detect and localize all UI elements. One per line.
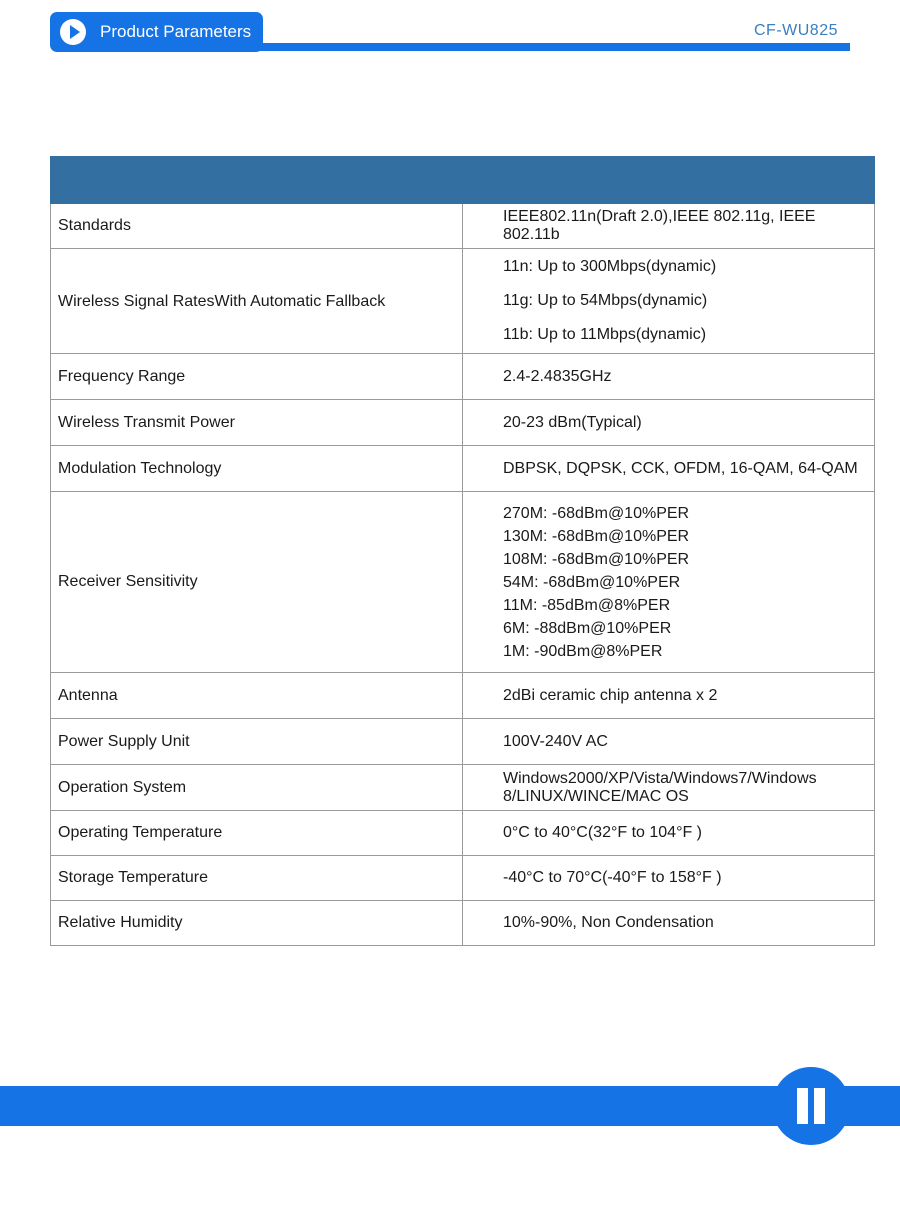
param-value bbox=[463, 446, 875, 492]
play-icon bbox=[60, 19, 86, 45]
param-value-text: -40°C to 70°C(-40°F to 158°F ) bbox=[503, 869, 722, 886]
table-row bbox=[51, 673, 875, 719]
param-label-text: Storage Temperature bbox=[58, 869, 209, 886]
model-number: CF-WU825 bbox=[753, 22, 838, 39]
param-label bbox=[51, 673, 463, 719]
param-label bbox=[51, 446, 463, 492]
param-label-text: Standards bbox=[58, 217, 131, 234]
param-label bbox=[51, 249, 463, 354]
param-value-text: 11b: Up to 11Mbps(dynamic) bbox=[503, 326, 707, 343]
param-label-text: Wireless Transmit Power bbox=[58, 413, 235, 431]
param-label bbox=[51, 400, 463, 446]
param-value-text: 54M: -68dBm@10%PER bbox=[503, 573, 681, 591]
param-value-text: 11M: -85dBm@8%PER bbox=[503, 596, 671, 614]
param-value-text: 10%-90%, Non Condensation bbox=[503, 914, 714, 931]
param-value-text: 0°C to 40°C(32°F to 104°F ) bbox=[503, 824, 703, 841]
table-row bbox=[51, 400, 875, 446]
param-value-text: 2dBi ceramic chip antenna x 2 bbox=[503, 686, 718, 704]
table-row bbox=[51, 354, 875, 400]
param-label bbox=[51, 901, 463, 946]
param-value-text: DBPSK, DQPSK, CCK, OFDM, 16-QAM, 64-QAM bbox=[503, 459, 858, 477]
param-value-text: Windows2000/XP/Vista/Windows7/Windows 8/LINUX/WINCE/MAC OS bbox=[503, 769, 817, 805]
param-value-text: 270M: -68dBm@10%PER bbox=[503, 504, 690, 522]
table-row bbox=[51, 492, 875, 673]
section-tab bbox=[50, 12, 263, 52]
header-rule bbox=[248, 43, 850, 51]
table-row bbox=[51, 811, 875, 856]
param-value bbox=[463, 400, 875, 446]
table-row bbox=[51, 249, 875, 354]
table-header-cell bbox=[51, 157, 875, 204]
param-label-text: Modulation Technology bbox=[58, 459, 222, 477]
param-value bbox=[463, 673, 875, 719]
param-label bbox=[51, 492, 463, 673]
param-label-text: Relative Humidity bbox=[58, 914, 183, 931]
section-title: Product Parameters bbox=[100, 22, 252, 41]
param-value-text: 130M: -68dBm@10%PER bbox=[503, 527, 690, 545]
param-value-text: 100V-240V AC bbox=[503, 732, 608, 750]
table-header-row bbox=[51, 157, 875, 204]
param-label bbox=[51, 811, 463, 856]
pause-icon bbox=[772, 1067, 850, 1145]
param-value-text: 20-23 dBm(Typical) bbox=[503, 413, 642, 431]
table-row bbox=[51, 856, 875, 901]
param-value-text: IEEE802.11n(Draft 2.0),IEEE 802.11g, IEEE 802.11b bbox=[503, 208, 816, 243]
param-value bbox=[463, 354, 875, 400]
table-row bbox=[51, 765, 875, 811]
param-label-text: Receiver Sensitivity bbox=[58, 573, 198, 590]
param-value-text: 108M: -68dBm@10%PER bbox=[503, 550, 690, 568]
param-value-text: 11g: Up to 54Mbps(dynamic) bbox=[503, 292, 708, 309]
param-label-text: Operating Temperature bbox=[58, 824, 223, 841]
param-label-text: Antenna bbox=[58, 686, 118, 704]
param-label bbox=[51, 354, 463, 400]
param-label bbox=[51, 204, 463, 249]
param-value bbox=[463, 249, 875, 354]
spec-table bbox=[50, 156, 875, 946]
param-label-text: Frequency Range bbox=[58, 367, 186, 385]
param-value-text: 2.4-2.4835GHz bbox=[503, 367, 612, 385]
param-label-text: Wireless Signal Rates bbox=[58, 292, 215, 310]
param-value bbox=[463, 204, 875, 249]
param-label bbox=[51, 765, 463, 811]
param-value bbox=[463, 719, 875, 765]
param-value bbox=[463, 856, 875, 901]
param-value bbox=[463, 811, 875, 856]
param-value bbox=[463, 492, 875, 673]
param-label bbox=[51, 719, 463, 765]
param-label-text: Operation System bbox=[58, 778, 187, 796]
table-row bbox=[51, 719, 875, 765]
param-value-text: 1M: -90dBm@8%PER bbox=[503, 642, 663, 660]
table-row bbox=[51, 204, 875, 249]
table-row bbox=[51, 446, 875, 492]
table-row bbox=[51, 901, 875, 946]
param-label-text: Power Supply Unit bbox=[58, 732, 190, 750]
param-label bbox=[51, 856, 463, 901]
param-value-text: 6M: -88dBm@10%PER bbox=[503, 619, 672, 637]
param-value-text: 11n: Up to 300Mbps(dynamic) bbox=[503, 258, 717, 275]
param-value bbox=[463, 765, 875, 811]
param-value bbox=[463, 901, 875, 946]
param-label-text: With Automatic Fallback bbox=[214, 292, 386, 310]
footer-bar bbox=[0, 1086, 900, 1126]
